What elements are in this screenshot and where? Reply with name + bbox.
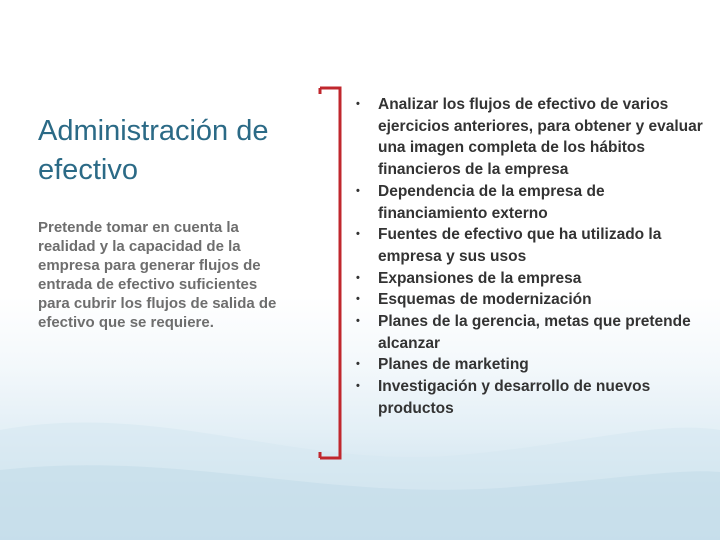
list-item	[356, 181, 706, 224]
list-item-text: Dependencia de la empresa de financiamiento externo	[378, 182, 605, 222]
list-item	[356, 311, 706, 354]
bullet-icon: •	[356, 293, 360, 306]
list-item-text: Analizar los flujos de efectivo de varios ejercicios anteriores, para obtener y evaluar una imagen completa de los hábitos financieros de la empresa	[378, 96, 703, 179]
bullet-icon: •	[356, 315, 360, 328]
list-item	[356, 289, 706, 311]
list-item	[356, 94, 706, 181]
bullet-icon: •	[356, 358, 360, 371]
bullet-icon: •	[356, 184, 360, 197]
list-item	[356, 354, 706, 376]
list-item	[356, 224, 706, 267]
list-item-text: Fuentes de efectivo que ha utilizado la empresa y sus usos	[378, 226, 662, 265]
bullet-list	[356, 94, 706, 420]
slide-subtitle: Pretende tomar en cuenta la realidad y la capacidad de la empresa para generar flujos de entrada de efectivo suficientes para cubrir los flujos de salida de efectivo que se requiere.	[38, 219, 277, 331]
list-item-text: Investigación y desarrollo de nuevos productos	[378, 378, 651, 417]
bullet-icon: •	[356, 98, 360, 110]
bullet-icon: •	[356, 380, 360, 393]
list-item-text: Expansiones de la empresa	[378, 269, 582, 287]
list-item	[356, 268, 706, 290]
bullet-icon: •	[356, 228, 360, 241]
list-item-text: Esquemas de modernización	[378, 291, 592, 309]
red-bracket	[318, 84, 348, 462]
list-item-text: Planes de marketing	[378, 356, 529, 374]
slide-title: Administración de efectivo	[38, 115, 269, 186]
list-item	[356, 376, 706, 419]
bullet-icon: •	[356, 271, 360, 284]
list-item-text: Planes de la gerencia, metas que pretende alcanzar	[378, 313, 691, 352]
